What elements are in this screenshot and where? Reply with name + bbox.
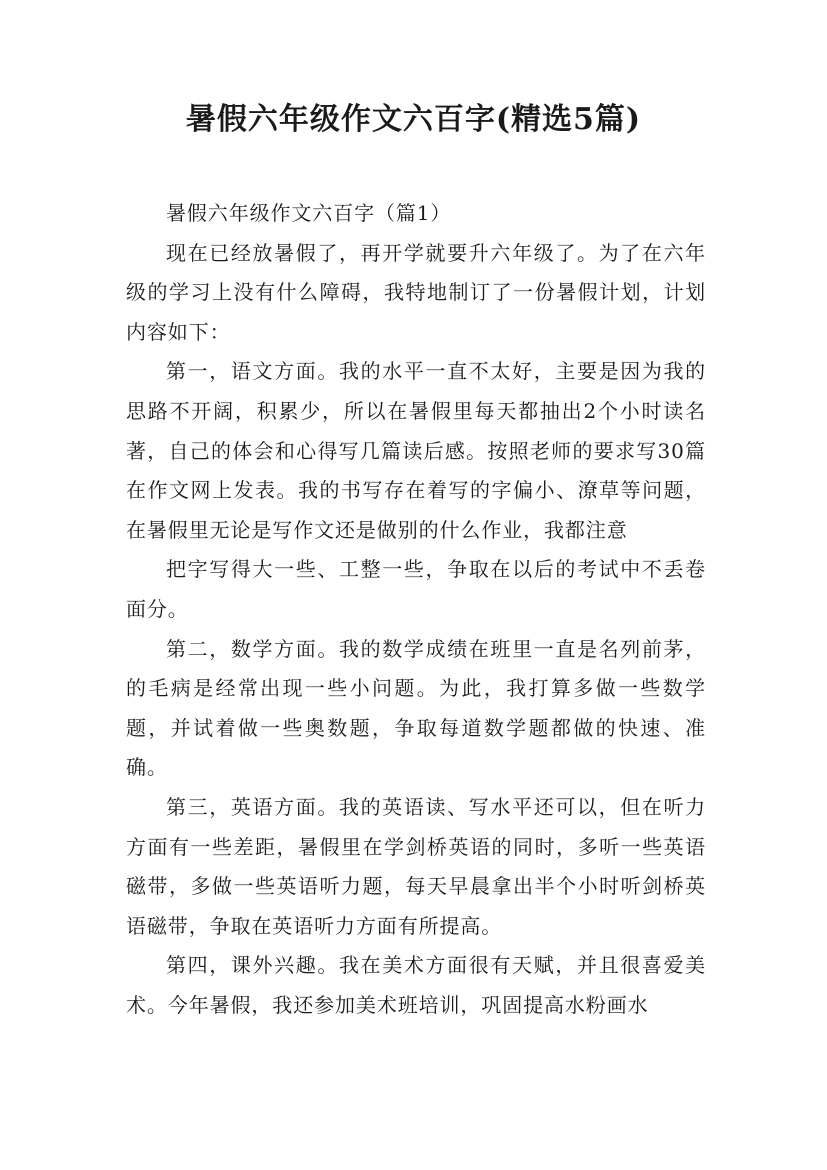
paragraph-chinese-continued: 把字写得大一些、工整一些，争取在以后的考试中不丢卷面分。	[126, 557, 706, 621]
paragraph-english: 第三，英语方面。我的英语读、写水平还可以，但在听力方面有一些差距，暑假里在学剑桥英语的同时，多听一些英语磁带，多做一些英语听力题，每天早晨拿出半个小时听剑桥英语磁带，争取在英语听力方面有所提高。	[126, 794, 706, 938]
paragraph-intro: 现在已经放暑假了，再开学就要升六年级了。为了在六年级的学习上没有什么障碍，我特地制订了一份暑假计划，计划内容如下：	[126, 240, 706, 344]
document-title: 暑假六年级作文六百字(精选5篇)	[185, 102, 642, 137]
paragraph-math: 第二，数学方面。我的数学成绩在班里一直是名列前茅，的毛病是经常出现一些小问题。为此，我打算多做一些数学题，并试着做一些奥数题，争取每道数学题都做的快速、准确。	[126, 636, 706, 780]
paragraph-interests: 第四，课外兴趣。我在美术方面很有天赋，并且很喜爱美术。今年暑假，我还参加美术班培训，巩固提高水粉画水	[126, 953, 706, 1017]
section-heading: 暑假六年级作文六百字（篇1）	[166, 201, 452, 225]
paragraph-chinese: 第一，语文方面。我的水平一直不太好，主要是因为我的思路不开阔，积累少，所以在暑假里每天都抽出2个小时读名著，自己的体会和心得写几篇读后感。按照老师的要求写30篇在作文网上发表。我的书写存在着写的字偏小、潦草等问题，在暑假里无论是写作文还是做别的什么作业，我都注意	[126, 359, 706, 542]
document-body	[126, 194, 706, 1025]
